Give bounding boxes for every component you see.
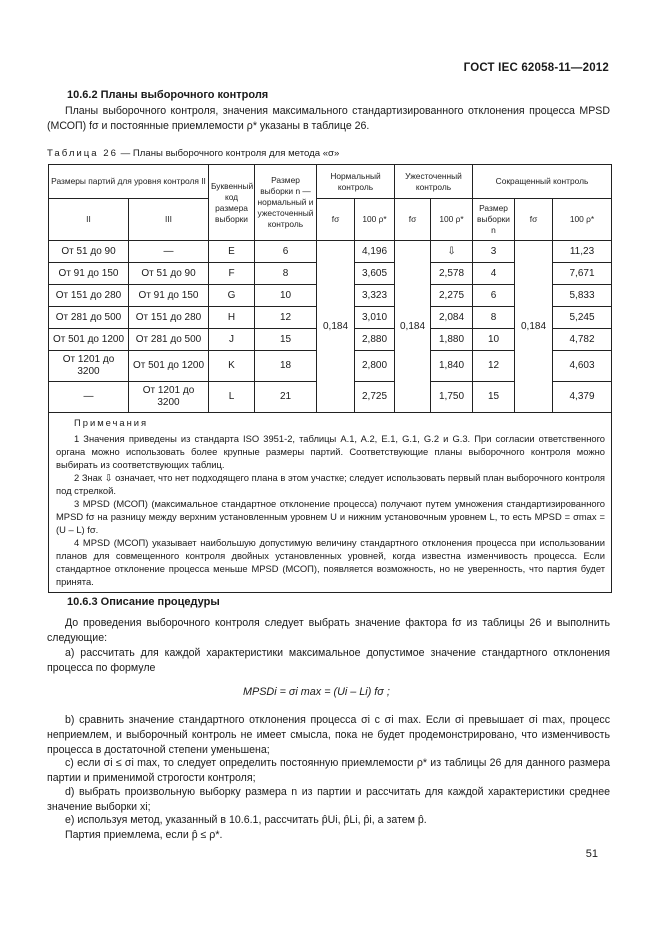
mpsd-formula: MPSDi = σi max = (Ui – Li) fσ ; xyxy=(243,686,390,698)
step-b: b) сравнить значение стандартного отклонения процесса σi с σi max. Если σi превышает σi max, процесс неприемлем, и выборочный контроль не имеет смысла, пока не будет продемонстрировано, что изменчивость процесса в достаточной степени уменьшена; xyxy=(47,714,610,756)
cell-p-tight: 2,084 xyxy=(431,307,473,329)
step-e: e) используя метод, указанный в 10.6.1, рассчитать p̂Ui, p̂Li, p̂i, а затем p̂. xyxy=(65,814,427,826)
header-fs-reduced: fσ xyxy=(515,199,553,241)
cell-lot-ii: От 151 до 280 xyxy=(49,285,129,307)
cell-p-normal: 3,605 xyxy=(355,263,395,285)
table-caption xyxy=(47,148,339,159)
cell-p-tight: ⇩ xyxy=(431,241,473,263)
cell-fs-normal: 0,184 xyxy=(317,241,355,413)
cell-lot-ii: От 91 до 150 xyxy=(49,263,129,285)
cell-lot-iii: От 281 до 500 xyxy=(129,329,209,351)
cell-lot-ii: От 281 до 500 xyxy=(49,307,129,329)
section-10-6-2-title: 10.6.2 Планы выборочного контроля xyxy=(67,89,269,101)
step-a: a) рассчитать для каждой характеристики максимальное допустимое значение стандартного отклонения процесса по формуле xyxy=(47,647,610,674)
cell-size: 21 xyxy=(255,382,317,413)
cell-lot-iii: От 91 до 150 xyxy=(129,285,209,307)
cell-reduced-size: 6 xyxy=(473,285,515,307)
cell-reduced-size: 12 xyxy=(473,351,515,382)
cell-lot-iii: От 51 до 90 xyxy=(129,263,209,285)
header-code-letter: Буквенный код размера выборки xyxy=(209,165,255,241)
cell-fs-tight: 0,184 xyxy=(395,241,431,413)
header-p-tight: 100 ρ* xyxy=(431,199,473,241)
cell-p-tight: 1,880 xyxy=(431,329,473,351)
cell-reduced-size: 15 xyxy=(473,382,515,413)
cell-reduced-size: 8 xyxy=(473,307,515,329)
section-10-6-3-title: 10.6.3 Описание процедуры xyxy=(67,596,220,608)
cell-size: 18 xyxy=(255,351,317,382)
cell-reduced-size: 4 xyxy=(473,263,515,285)
header-p-reduced: 100 ρ* xyxy=(553,199,612,241)
note-1: 1 Значения приведены из стандарта ISO 3951-2, таблицы A.1, A.2, E.1, G.1, G.2 и G.3. При согласии ответственного органа можно использовать более крупные размеры партий. Соответствующие планы выборочного контроля можно выбирать из соответствующих таблиц. xyxy=(56,433,606,470)
header-normal: Нормальный контроль xyxy=(317,165,395,199)
cell-size: 6 xyxy=(255,241,317,263)
cell-code: F xyxy=(209,263,255,285)
note-4: 4 MPSD (МСОП) указывает наибольшую допустимую величину стандартного отклонения процесса при использовании планов для совмещенного контроля двойных установленных уровней, когда известна изменчивость процесса. Если стандартное отклонение процесса меньше MPSD (МСОП), появляется возможность, но не уверенность, что партия будет принята. xyxy=(56,537,606,587)
cell-p-normal: 2,725 xyxy=(355,382,395,413)
acceptance-criterion: Партия приемлема, если p̂ ≤ ρ*. xyxy=(65,829,223,841)
header-fs-normal: fσ xyxy=(317,199,355,241)
cell-p-tight: 1,750 xyxy=(431,382,473,413)
header-reduced: Сокращенный контроль xyxy=(473,165,612,199)
cell-p-normal: 3,010 xyxy=(355,307,395,329)
cell-code: G xyxy=(209,285,255,307)
cell-p-reduced: 7,671 xyxy=(553,263,612,285)
header-p-normal: 100 ρ* xyxy=(355,199,395,241)
cell-p-reduced: 4,379 xyxy=(553,382,612,413)
cell-lot-iii: — xyxy=(129,241,209,263)
notes-title: Примечания xyxy=(74,417,149,428)
note-3: 3 MPSD (МСОП) (максимальное стандартное отклонение процесса) получают путем умножения стандартизированного MPSD fσ на разницу между верхним установленным уровнем U и нижним установочным уровнем L, то есть MPSD = σmax = (U – L) fσ. xyxy=(56,498,606,535)
cell-p-reduced: 4,782 xyxy=(553,329,612,351)
cell-p-reduced: 11,23 xyxy=(553,241,612,263)
procedure-intro: До проведения выборочного контроля следует выбрать значение фактора fσ из таблицы 26 и выполнить следующие: xyxy=(47,617,610,644)
cell-p-reduced: 5,245 xyxy=(553,307,612,329)
section-10-6-2-text: Планы выборочного контроля, значения максимального стандартизированного отклонения процесса MPSD (МСОП) fσ и постоянные приемлемости ρ* указаны в таблице 26. xyxy=(47,105,610,132)
header-fs-tight: fσ xyxy=(395,199,431,241)
cell-code: J xyxy=(209,329,255,351)
cell-size: 15 xyxy=(255,329,317,351)
cell-code: H xyxy=(209,307,255,329)
cell-size: 8 xyxy=(255,263,317,285)
cell-p-tight: 1,840 xyxy=(431,351,473,382)
cell-p-tight: 2,275 xyxy=(431,285,473,307)
cell-lot-ii: От 51 до 90 xyxy=(49,241,129,263)
step-d: d) выбрать произвольную выборку размера n из партии и рассчитать для каждой характеристики среднее значение выборки xi; xyxy=(47,786,610,813)
cell-lot-ii: От 501 до 1200 xyxy=(49,329,129,351)
cell-lot-iii: От 1201 до 3200 xyxy=(129,382,209,413)
header-sample-size: Размер выборки n — нормальный и ужесточенный контроль xyxy=(255,165,317,241)
cell-reduced-size: 3 xyxy=(473,241,515,263)
cell-p-normal: 2,800 xyxy=(355,351,395,382)
header-level-iii: III xyxy=(129,199,209,241)
header-reduced-size: Размер выборки n xyxy=(473,199,515,241)
header-lot-sizes: Размеры партий для уровня контроля II xyxy=(49,165,209,199)
step-c: c) если σi ≤ σi max, то следует определить постоянную приемлемости ρ* из таблицы 26 для данного размера партии и применимой строгости контроля; xyxy=(47,757,610,784)
note-2: 2 Знак ⇩ означает, что нет подходящего плана в этом участке; следует использовать первый план выборочного контроля под стрелкой. xyxy=(56,472,606,496)
cell-lot-iii: От 501 до 1200 xyxy=(129,351,209,382)
table-notes xyxy=(49,413,612,593)
cell-p-reduced: 4,603 xyxy=(553,351,612,382)
cell-p-reduced: 5,833 xyxy=(553,285,612,307)
header-level-ii: II xyxy=(49,199,129,241)
cell-fs-reduced: 0,184 xyxy=(515,241,553,413)
cell-code: K xyxy=(209,351,255,382)
table-caption-text: — Планы выборочного контроля для метода «σ» xyxy=(117,148,340,159)
cell-lot-iii: От 151 до 280 xyxy=(129,307,209,329)
cell-p-normal: 2,880 xyxy=(355,329,395,351)
cell-size: 12 xyxy=(255,307,317,329)
cell-size: 10 xyxy=(255,285,317,307)
cell-code: E xyxy=(209,241,255,263)
cell-lot-ii: От 1201 до 3200 xyxy=(49,351,129,382)
header-tightened: Ужесточенный контроль xyxy=(395,165,473,199)
table-row xyxy=(49,241,612,263)
cell-p-normal: 4,196 xyxy=(355,241,395,263)
cell-p-tight: 2,578 xyxy=(431,263,473,285)
cell-lot-ii: — xyxy=(49,382,129,413)
cell-p-normal: 3,323 xyxy=(355,285,395,307)
sampling-plans-table xyxy=(48,164,612,593)
cell-code: L xyxy=(209,382,255,413)
standard-number: ГОСТ IEC 62058-11—2012 xyxy=(463,62,609,74)
cell-reduced-size: 10 xyxy=(473,329,515,351)
table-caption-word: Таблица 26 xyxy=(47,148,118,159)
page-number: 51 xyxy=(585,848,598,860)
